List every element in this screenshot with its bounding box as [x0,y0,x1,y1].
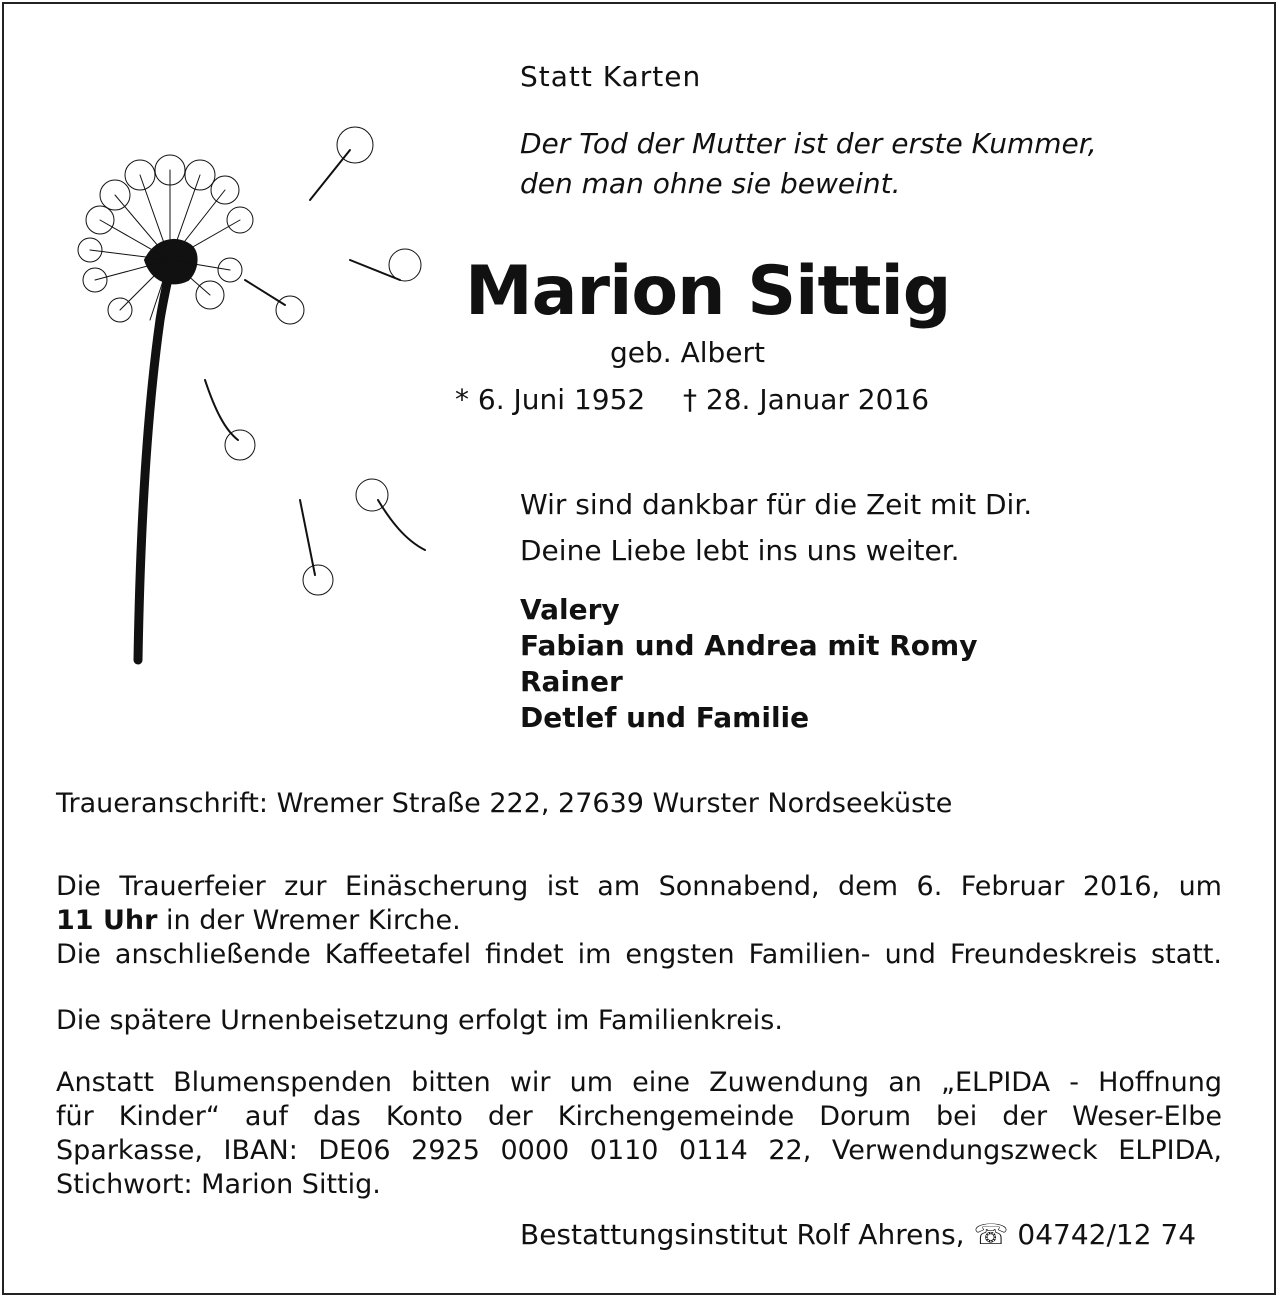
thanks-line-2: Deine Liebe lebt ins uns weiter. [520,534,960,567]
undertaker-name: Bestattungsinstitut Rolf Ahrens, [520,1218,965,1251]
mourner: Valery [520,593,620,626]
ceremony-place: in der Wremer Kirche. [157,905,461,936]
quote-line-2: den man ohne sie beweint. [520,167,901,200]
quote-line-1: Der Tod der Mutter ist der erste Kummer, [520,127,1097,160]
ceremony-paragraph [56,870,1222,972]
ceremony-time: 11 Uhr [56,905,158,936]
telephone-icon: ☏ [973,1218,1009,1251]
mourners-list [520,592,977,736]
thanks-line-1: Wir sind dankbar für die Zeit mit Dir. [520,488,1033,521]
deceased-name: Marion Sittig [465,252,951,331]
mourner: Rainer [520,665,623,698]
dandelion-icon [60,120,440,680]
maiden-name: geb. Albert [610,336,765,369]
mourner: Detlef und Familie [520,701,810,734]
donation-line-2: für Kinder“ auf das Konto der Kirchengemeinde Dorum bei der Weser-Elbe [56,1101,1222,1132]
mourner: Fabian und Andrea mit Romy [520,629,978,662]
mourning-address: Traueranschrift: Wremer Straße 222, 27639 Wurster Nordseeküste [56,788,953,819]
undertaker [520,1218,1196,1251]
undertaker-phone: 04742/12 74 [1017,1218,1197,1251]
ceremony-line-1: Die Trauerfeier zur Einäscherung ist am Sonnabend, dem 6. Februar 2016, um [56,871,1222,902]
death-date: † 28. Januar 2016 [683,383,930,416]
donation-line-4: Stichwort: Marion Sittig. [56,1169,381,1200]
donation-line-1: Anstatt Blumenspenden bitten wir um eine Zuwendung an „ELPIDA - Hoffnung [56,1067,1222,1098]
ceremony-line-2 [56,904,1222,938]
thanks-text [520,482,1032,574]
header-statt-karten: Statt Karten [520,60,702,93]
donation-paragraph [56,1066,1222,1202]
urn-paragraph: Die spätere Urnenbeisetzung erfolgt im Familienkreis. [56,1005,783,1036]
quote [520,124,1097,204]
ceremony-line-3: Die anschließende Kaffeetafel findet im engsten Familien- und Freundeskreis statt. [56,939,1222,970]
donation-line-3: Sparkasse, IBAN: DE06 2925 0000 0110 0114 22, Verwendungszweck ELPIDA, [56,1135,1222,1166]
birth-date: * 6. Juni 1952 [455,383,646,416]
